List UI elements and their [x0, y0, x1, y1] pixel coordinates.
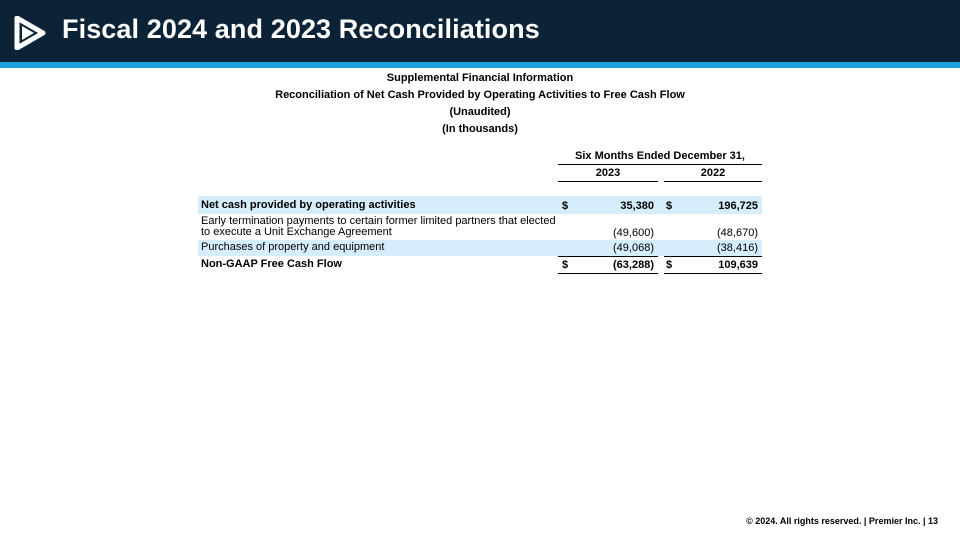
slide-header — [0, 0, 960, 62]
column-group-header: Six Months Ended December 31, — [558, 150, 762, 165]
row-label — [201, 216, 556, 238]
value-2022: 109,639 — [718, 259, 758, 271]
total-rule — [558, 273, 658, 274]
currency-symbol: $ — [562, 200, 569, 212]
heading-line-1: Supplemental Financial Information — [386, 72, 574, 84]
table-row — [198, 240, 762, 256]
value-2022: (48,670) — [717, 227, 758, 239]
column-header-2022: 2022 — [664, 167, 762, 182]
value-2023: (49,600) — [613, 227, 654, 239]
premier-logo-icon — [13, 16, 47, 50]
slide-footer: © 2024. All rights reserved. | Premier Inc. | 13 — [746, 516, 938, 526]
heading-line-2: Reconciliation of Net Cash Provided by Operating Activities to Free Cash Flow — [275, 89, 685, 101]
value-2023: (63,288) — [613, 259, 654, 271]
currency-symbol: $ — [666, 200, 673, 212]
currency-symbol: $ — [666, 259, 673, 271]
heading-line-3: (Unaudited) — [449, 106, 511, 118]
table-heading — [0, 70, 960, 138]
row-label: Net cash provided by operating activities — [201, 199, 416, 211]
value-2022: 196,725 — [718, 200, 758, 212]
value-2023: 35,380 — [620, 200, 654, 212]
row-label: Non-GAAP Free Cash Flow — [201, 258, 342, 270]
column-header-2023: 2023 — [558, 167, 658, 182]
table-row — [198, 196, 762, 214]
currency-symbol: $ — [562, 259, 569, 271]
header-accent-stripe — [0, 62, 960, 68]
table-row — [198, 214, 762, 239]
row-label-line-1: Early termination payments to certain former limited partners that elected — [201, 215, 556, 227]
slide-title: Fiscal 2024 and 2023 Reconciliations — [62, 14, 540, 44]
table-row — [198, 256, 762, 274]
row-label: Purchases of property and equipment — [201, 241, 385, 253]
total-rule — [664, 273, 762, 274]
value-2023: (49,068) — [613, 242, 654, 254]
value-2022: (38,416) — [717, 242, 758, 254]
row-label-line-2: to execute a Unit Exchange Agreement — [201, 226, 392, 238]
heading-line-4: (In thousands) — [442, 123, 518, 135]
